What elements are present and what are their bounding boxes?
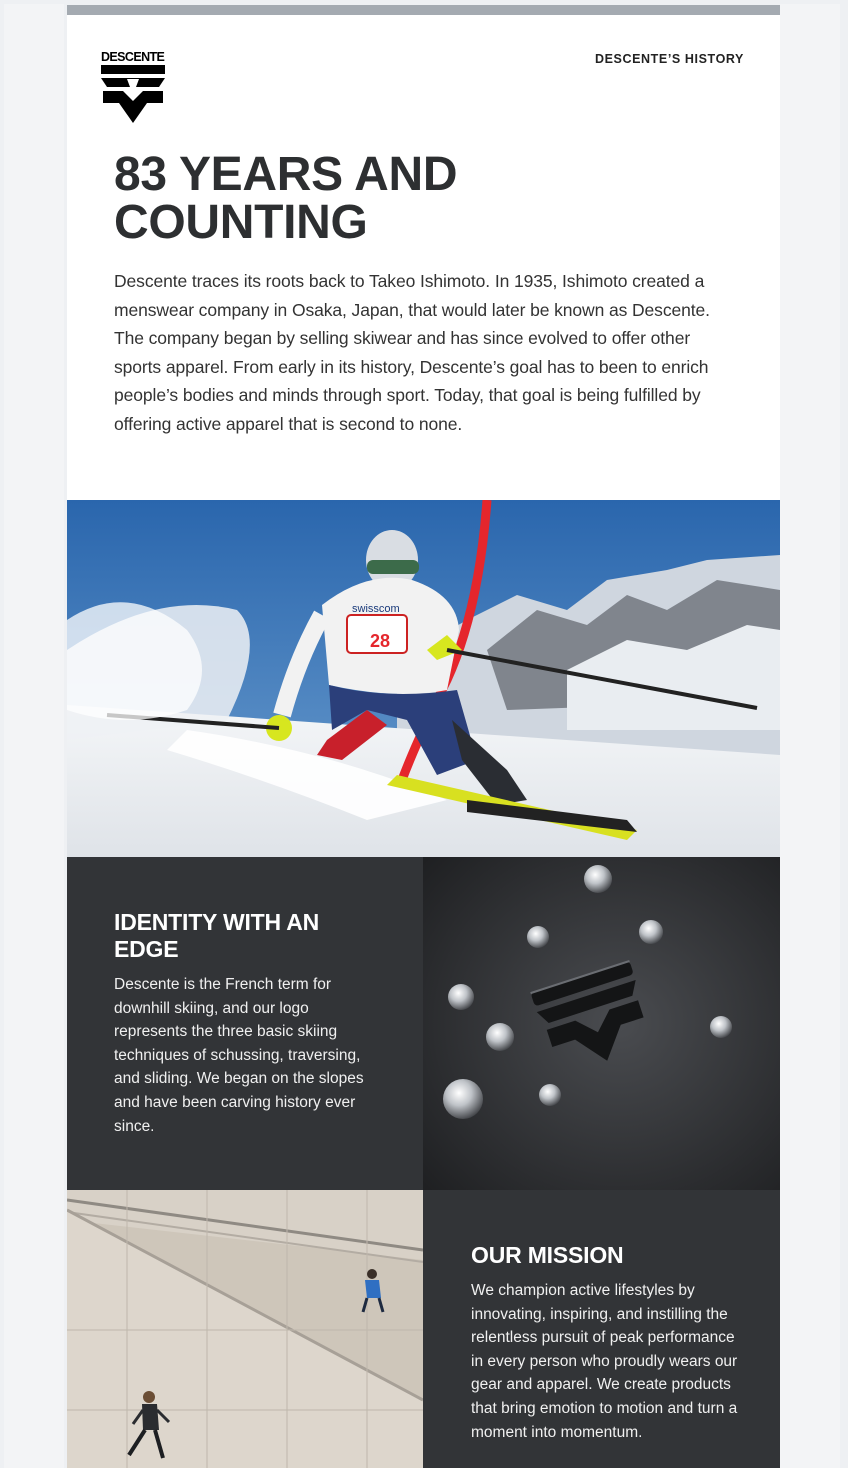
history-nav-link[interactable]: DESCENTE’S HISTORY: [594, 52, 744, 66]
mission-body: We champion active lifestyles by innovating, inspiring, and instilling the relentless pursuit of peak performance in every person who proudly wears our gear and apparel. We create products that bring emotion to motion and turn a moment into momentum.: [471, 1282, 738, 1441]
email-header: [67, 15, 780, 135]
runners-stairs-image: [67, 1190, 423, 1468]
email-body: [67, 5, 780, 1468]
sponsor-text: swisscom: [352, 603, 400, 615]
identity-title: IDENTITY WITH AN EDGE: [114, 909, 320, 962]
descente-logo[interactable]: [101, 51, 167, 123]
mission-title: OUR MISSION: [471, 1242, 624, 1268]
bib-number: 28: [370, 631, 391, 651]
hero-body: Descente traces its roots back to Takeo Ishimoto. In 1935, Ishimoto created a menswear company in Osaka, Japan, that would later be known as Descente. The company began by selling skiwear and has since evolved to offer other sports apparel. From early in its history, Descente’s goal has to been to enrich people’s bodies and minds through sport. Today, that goal is being fulfilled by offering active apparel that is second to none.: [114, 271, 710, 434]
mission-panel: [423, 1190, 780, 1468]
identity-panel: [67, 857, 423, 1190]
right-gutter: [780, 4, 840, 1468]
left-gutter: [4, 4, 64, 1468]
identity-row: [67, 857, 780, 1190]
top-accent-bar: [67, 5, 780, 15]
logo-wordmark: DESCENTE: [101, 49, 165, 65]
hero-title: 83 YEARS AND COUNTING: [114, 148, 458, 249]
water-drops-image: [423, 857, 780, 1190]
runners-stairs-photo[interactable]: [67, 1190, 423, 1468]
water-drops-logo-photo[interactable]: [423, 857, 780, 1190]
ski-racer-photo[interactable]: [67, 500, 780, 857]
hero-section: [67, 135, 780, 500]
mission-row: [67, 1190, 780, 1468]
ski-racer-image: [67, 500, 780, 857]
identity-body: Descente is the French term for downhill skiing, and our logo represents the three basic skiing techniques of schussing, traversing, and sliding. We began on the slopes and have been carving history ever since.: [114, 976, 364, 1135]
descente-logo-icon: [101, 65, 165, 123]
